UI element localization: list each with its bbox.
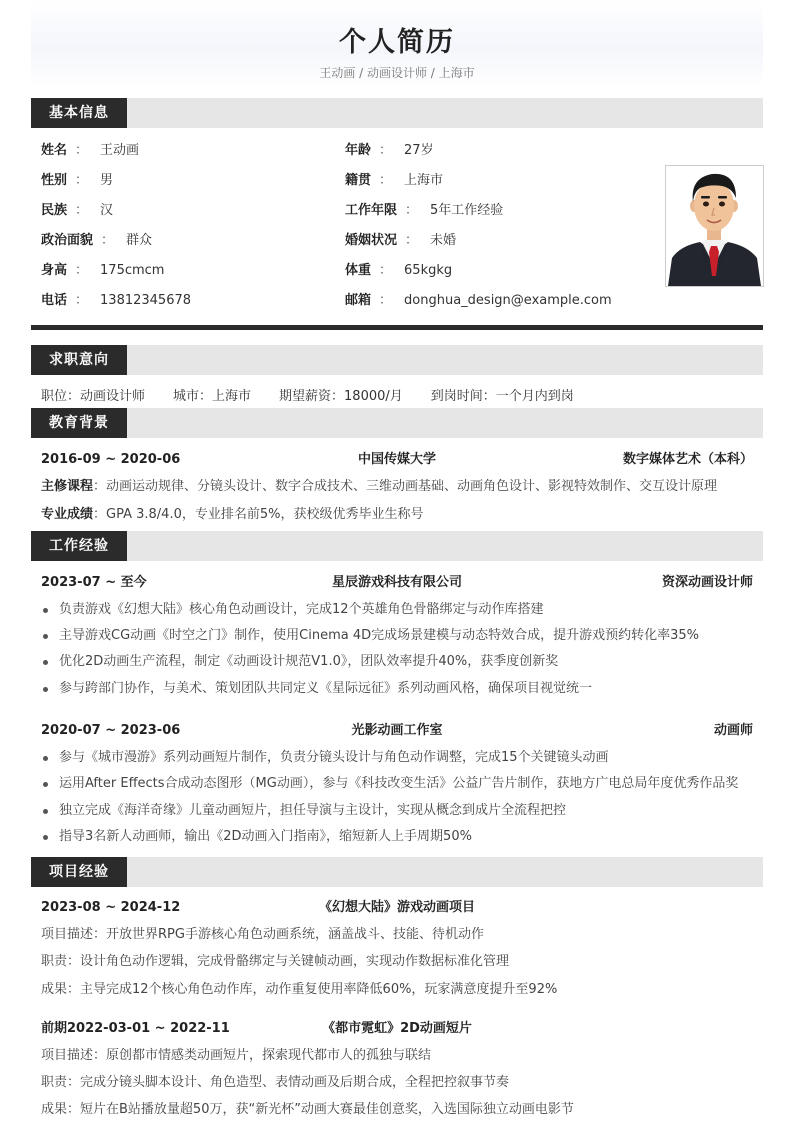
info-label: 婚姻状况: [345, 233, 398, 248]
profile-photo: [665, 165, 764, 287]
info-value: 群众: [126, 233, 153, 248]
info-label: 性别: [41, 173, 68, 188]
project-description: 项目描述：原创都市情感类动画短片，探索现代都市人的孤独与联结: [41, 1048, 432, 1063]
project-duty: 职责：设计角色动作逻辑，完成骨骼绑定与关键帧动画，实现动作数据标准化管理: [41, 954, 510, 969]
info-value: 65kgkg: [404, 263, 453, 278]
section-divider: [31, 325, 763, 330]
info-label: 政治面貌: [41, 233, 94, 248]
avatar-illustration: [666, 166, 763, 286]
section-title: 工作经验: [31, 531, 127, 561]
info-value: 5年工作经验: [430, 203, 504, 218]
info-value: 175cmcm: [100, 263, 165, 278]
bullet-icon: [43, 608, 48, 613]
company-name: 星辰游戏科技有限公司: [331, 575, 462, 590]
info-ethnicity: 民族 ： 汉: [41, 201, 113, 221]
work-role: 动画师: [713, 723, 753, 738]
section-projects: [31, 857, 763, 887]
project-date: 前期2022-03-01 ~ 2022-11: [41, 1021, 230, 1036]
bullet-icon: [43, 634, 48, 639]
work-date: 2020-07 ~ 2023-06: [41, 723, 181, 738]
info-phone: 电话 ： 13812345678: [41, 291, 191, 311]
info-value: 上海市: [404, 173, 444, 188]
info-label: 身高: [41, 263, 68, 278]
work-entry-head: [41, 573, 753, 593]
info-label: 电话: [41, 293, 68, 308]
info-label: 年龄: [345, 143, 372, 158]
bullet-icon: [43, 782, 48, 787]
project-date: 2023-08 ~ 2024-12: [41, 900, 181, 915]
info-value: 未婚: [430, 233, 457, 248]
info-value: 27岁: [404, 143, 434, 158]
section-work-experience: [31, 531, 763, 561]
info-gender: 性别 ： 男: [41, 171, 113, 191]
intent-city: 城市：上海市: [173, 389, 252, 404]
project-duty: 职责：完成分镜头脚本设计、角色造型、表情动画及后期合成，全程把控叙事节奏: [41, 1075, 510, 1090]
school-name: 中国传媒大学: [357, 452, 436, 467]
project-result: 成果：短片在B站播放量超50万，获“新光杯”动画大赛最佳创意奖，入选国际独立动画电影节: [41, 1102, 574, 1117]
intent-salary: 期望薪资：18000/月: [279, 389, 403, 404]
info-label: 体重: [345, 263, 372, 278]
education-major: 数字媒体艺术（本科）: [622, 452, 753, 467]
job-intent-row: [41, 387, 602, 407]
education-courses: 主修课程：动画运动规律、分镜头设计、数字合成技术、三维动画基础、动画角色设计、影视特效制作、交互设计原理: [41, 479, 718, 494]
info-value: 王动画: [100, 143, 140, 158]
info-value: 13812345678: [100, 293, 192, 308]
page-subtitle: 王动画 / 动画设计师 / 上海市: [319, 66, 475, 80]
education-entry-head: [41, 450, 753, 470]
work-date: 2023-07 ~ 至今: [41, 575, 147, 590]
education-date: 2016-09 ~ 2020-06: [41, 452, 181, 467]
info-work-years: 工作年限 ： 5年工作经验: [345, 201, 503, 221]
education-score: 专业成绩：GPA 3.8/4.0，专业排名前5%，获校级优秀毕业生称号: [41, 507, 424, 522]
project-result: 成果：主导完成12个核心角色动作库，动作重复使用率降低60%，玩家满意度提升至92%: [41, 982, 558, 997]
section-title: 求职意向: [31, 345, 127, 375]
info-political-status: 政治面貌 ： 群众: [41, 231, 152, 251]
company-name: 光影动画工作室: [351, 723, 443, 738]
section-basic-info: [31, 98, 763, 128]
project-description: 项目描述：开放世界RPG手游核心角色动画系统，涵盖战斗、技能、待机动作: [41, 927, 484, 942]
project-name: 《都市霓虹》2D动画短片: [322, 1021, 472, 1036]
info-label: 邮箱: [345, 293, 372, 308]
work-role: 资深动画设计师: [661, 575, 753, 590]
info-label: 工作年限: [345, 203, 398, 218]
bullet-icon: [43, 809, 48, 814]
section-title: 教育背景: [31, 408, 127, 438]
info-value: 汉: [100, 203, 114, 218]
info-height: 身高 ： 175cmcm: [41, 261, 164, 281]
info-label: 姓名: [41, 143, 68, 158]
section-job-intent: [31, 345, 763, 375]
intent-position: 职位：动画设计师: [41, 389, 146, 404]
page-title: 个人简历: [339, 27, 455, 58]
info-weight: 体重 ： 65kgkg: [345, 261, 452, 281]
project-name: 《幻想大陆》游戏动画项目: [318, 900, 475, 915]
section-education: [31, 408, 763, 438]
section-title: 项目经验: [31, 857, 127, 887]
bullet-icon: [43, 687, 48, 692]
resume-page: 个人简历 王动画 / 动画设计师 / 上海市 基本信息 姓名 ： 王动画 性别 ： 男 民族 ： 汉 政治面貌 ： 群众 身高 ： 175cmcm 电话 ： 13812345678 年龄 ： 27岁 籍贯 ： 上海市 工作年限 ： 5年工作经验 婚姻状况 ： 未婚 体重 ： 65kgkg 邮箱 ： donghua_design@example.com 求职意向 职位：动画设计师 城市：上海市 期望薪资：18000/月 到岗时间：一个月内到岗 教育背景 中国传媒大学 2016-09 ~ 2020-06 数字媒体艺术（本科） 主修课程：动画运动规律、分镜头设计、数字合成技术、三维动画基础、动画角色设计、影视特效制作、交互设计原理 专业成绩：GPA 3.8/4.0，专业排名前5%，获校级优秀毕业生称号 工作经验 星辰游戏科技有限公司 2023-07 ~ 至今 资深动画设计师 负责游戏《幻想大陆》核心角色动画设计，完成12个英雄角色骨骼绑定与动作库搭建 主导游戏CG动画《时空之门》制作，使用Cinema 4D完成场景建模与动态特效合成，提升游戏预约转化率35% 优化2D动画生产流程，制定《动画设计规范V1.0》，团队效率提升40%，获季度创新奖 参与跨部门协作，与美术、策划团队共同定义《星际远征》系列动画风格，确保项目视觉统一 光影动画工作室 2020-07 ~ 2023-06 动画师 参与《城市漫游》系列动画短片制作，负责分镜头设计与角色动作调整，完成15个关键镜头动画 运用After Effects合成动态图形（MG动画），参与《科技改变生活》公益广告片制作，获地方广电总局年度优秀作品奖 独立完成《海洋奇缘》儿童动画短片，担任导演与主设计，实现从概念到成片全流程把控 指导3名新人动画师，输出《2D动画入门指南》，缩短新人上手周期50% 项目经验 《幻想大陆》游戏动画项目 2023-08 ~ 2024-12 项目描述：开放世界RPG手游核心角色动画系统，涵盖战斗、技能、待机动作 职责：设计角色动作逻辑，完成骨骼绑定与关键帧动画，实现动作数据标准化管理 成果：主导完成12个核心角色动作库，动作重复使用率降低60%，玩家满意度提升至92% 《都市霓虹》2D动画短片 前期2022-03-01 ~ 2022-11 项目描述：原创都市情感类动画短片，探索现代都市人的孤独与联结 职责：完成分镜头脚本设计、角色造型、表情动画及后期合成，全程把控叙事节奏 成果：短片在B站播放量超50万，获“新光杯”动画大赛最佳创意奖，入选国际独立动画电影节: [0, 0, 794, 1123]
info-value: 男: [100, 173, 114, 188]
info-value: donghua_design@example.com: [404, 293, 612, 308]
work-entry-head: [41, 721, 753, 741]
section-title: 基本信息: [31, 98, 127, 128]
info-hometown: 籍贯 ： 上海市: [345, 171, 443, 191]
bullet-icon: [43, 835, 48, 840]
info-name: 姓名 ： 王动画: [41, 141, 139, 161]
resume-header: [31, 0, 763, 88]
info-label: 籍贯: [345, 173, 372, 188]
info-label: 民族: [41, 203, 68, 218]
bullet-icon: [43, 660, 48, 665]
intent-availability: 到岗时间：一个月内到岗: [430, 389, 574, 404]
project-entry-head: [41, 898, 753, 918]
info-email: 邮箱 ： donghua_design@example.com: [345, 291, 612, 311]
project-entry-head: [41, 1019, 753, 1039]
info-marital-status: 婚姻状况 ： 未婚: [345, 231, 456, 251]
bullet-icon: [43, 756, 48, 761]
info-age: 年龄 ： 27岁: [345, 141, 434, 161]
